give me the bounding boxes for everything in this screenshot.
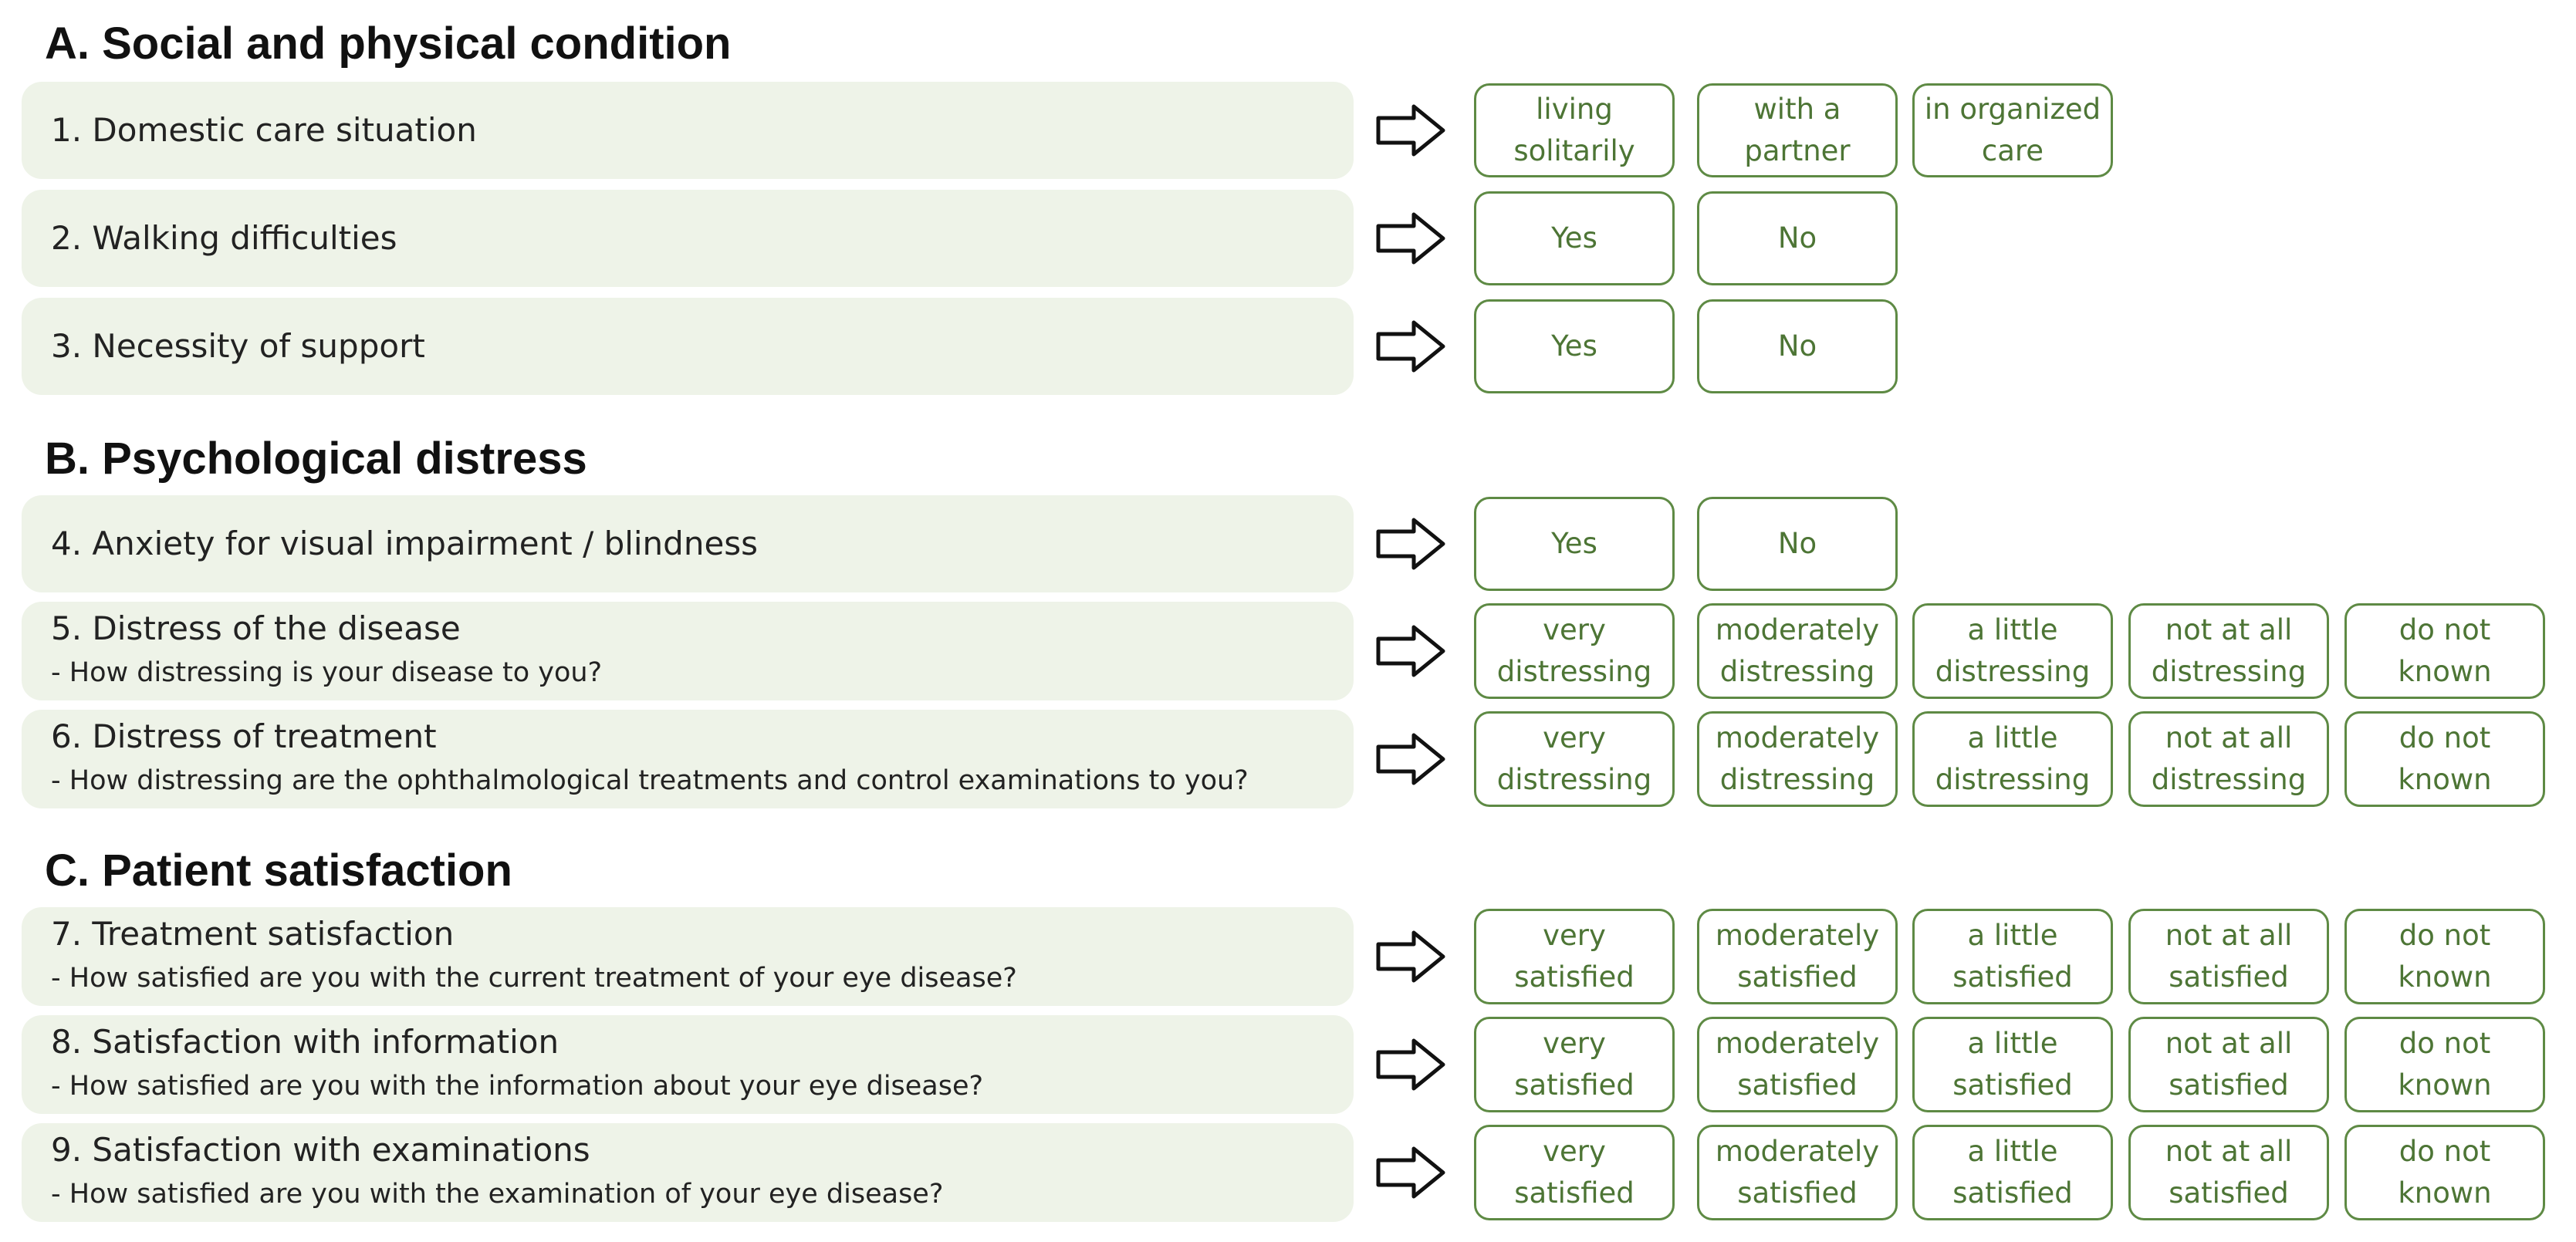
right-arrow-icon [1375,1038,1446,1092]
section-title-social-physical: A. Social and physical condition [45,19,732,69]
option-moderately-distressing[interactable]: moderately distressing [1697,603,1898,699]
option-a-little-satisfied[interactable]: a little satisfied [1912,1017,2113,1112]
option-no[interactable]: No [1697,191,1898,285]
option-very-distressing[interactable]: very distressing [1474,711,1675,807]
option-very-satisfied[interactable]: very satisfied [1474,1017,1675,1112]
option-not-at-all-satisfied[interactable]: not at all satisfied [2128,1017,2329,1112]
question-label: 7. Treatment satisfaction [51,915,455,953]
option-very-satisfied[interactable]: very satisfied [1474,1125,1675,1220]
option-very-satisfied[interactable]: very satisfied [1474,909,1675,1004]
section-title-patient-satisfaction: C. Patient satisfaction [45,845,512,896]
option-do-not-known[interactable]: do not known [2344,603,2545,699]
option-yes[interactable]: Yes [1474,299,1675,393]
option-no[interactable]: No [1697,497,1898,591]
question-row-5 [22,602,1354,700]
option-very-distressing[interactable]: very distressing [1474,603,1675,699]
option-not-at-all-satisfied[interactable]: not at all satisfied [2128,909,2329,1004]
question-row-7 [22,907,1354,1006]
question-label: 3. Necessity of support [51,327,425,365]
right-arrow-icon [1375,732,1446,786]
question-row-4 [22,495,1354,592]
question-subtitle: - How satisfied are you with the examination of your eye disease? [51,1179,944,1210]
question-label: 2. Walking difficulties [51,219,397,257]
question-row-1 [22,82,1354,179]
question-subtitle: - How distressing are the ophthalmological treatments and control examinations to you? [51,765,1249,796]
question-row-6 [22,710,1354,808]
option-organized-care[interactable]: in organized care [1912,83,2113,177]
option-do-not-known[interactable]: do not known [2344,1017,2545,1112]
question-label: 9. Satisfaction with examinations [51,1131,590,1169]
option-moderately-satisfied[interactable]: moderately satisfied [1697,909,1898,1004]
option-do-not-known[interactable]: do not known [2344,711,2545,807]
option-do-not-known[interactable]: do not known [2344,1125,2545,1220]
right-arrow-icon [1375,930,1446,984]
question-label: 5. Distress of the disease [51,609,461,647]
right-arrow-icon [1375,624,1446,678]
option-moderately-distressing[interactable]: moderately distressing [1697,711,1898,807]
option-a-little-distressing[interactable]: a little distressing [1912,711,2113,807]
option-moderately-satisfied[interactable]: moderately satisfied [1697,1125,1898,1220]
question-label: 6. Distress of treatment [51,717,437,755]
question-row-9 [22,1123,1354,1222]
option-a-little-satisfied[interactable]: a little satisfied [1912,1125,2113,1220]
right-arrow-icon [1375,319,1446,373]
option-a-little-distressing[interactable]: a little distressing [1912,603,2113,699]
option-yes[interactable]: Yes [1474,191,1675,285]
question-label: 4. Anxiety for visual impairment / blindness [51,525,759,562]
right-arrow-icon [1375,103,1446,157]
option-do-not-known[interactable]: do not known [2344,909,2545,1004]
option-no[interactable]: No [1697,299,1898,393]
section-title-psychological-distress: B. Psychological distress [45,434,587,484]
option-living-solitarily[interactable]: living solitarily [1474,83,1675,177]
question-label: 8. Satisfaction with information [51,1023,559,1061]
option-with-partner[interactable]: with a partner [1697,83,1898,177]
question-row-3 [22,298,1354,395]
question-subtitle: - How satisfied are you with the current treatment of your eye disease? [51,963,1017,994]
option-not-at-all-distressing[interactable]: not at all distressing [2128,711,2329,807]
option-yes[interactable]: Yes [1474,497,1675,591]
right-arrow-icon [1375,1146,1446,1200]
option-a-little-satisfied[interactable]: a little satisfied [1912,909,2113,1004]
question-subtitle: - How satisfied are you with the information about your eye disease? [51,1071,984,1102]
right-arrow-icon [1375,517,1446,571]
question-label: 1. Domestic care situation [51,111,477,149]
option-moderately-satisfied[interactable]: moderately satisfied [1697,1017,1898,1112]
question-subtitle: - How distressing is your disease to you? [51,657,603,688]
right-arrow-icon [1375,211,1446,265]
question-row-8 [22,1015,1354,1114]
question-row-2 [22,190,1354,287]
option-not-at-all-distressing[interactable]: not at all distressing [2128,603,2329,699]
option-not-at-all-satisfied[interactable]: not at all satisfied [2128,1125,2329,1220]
